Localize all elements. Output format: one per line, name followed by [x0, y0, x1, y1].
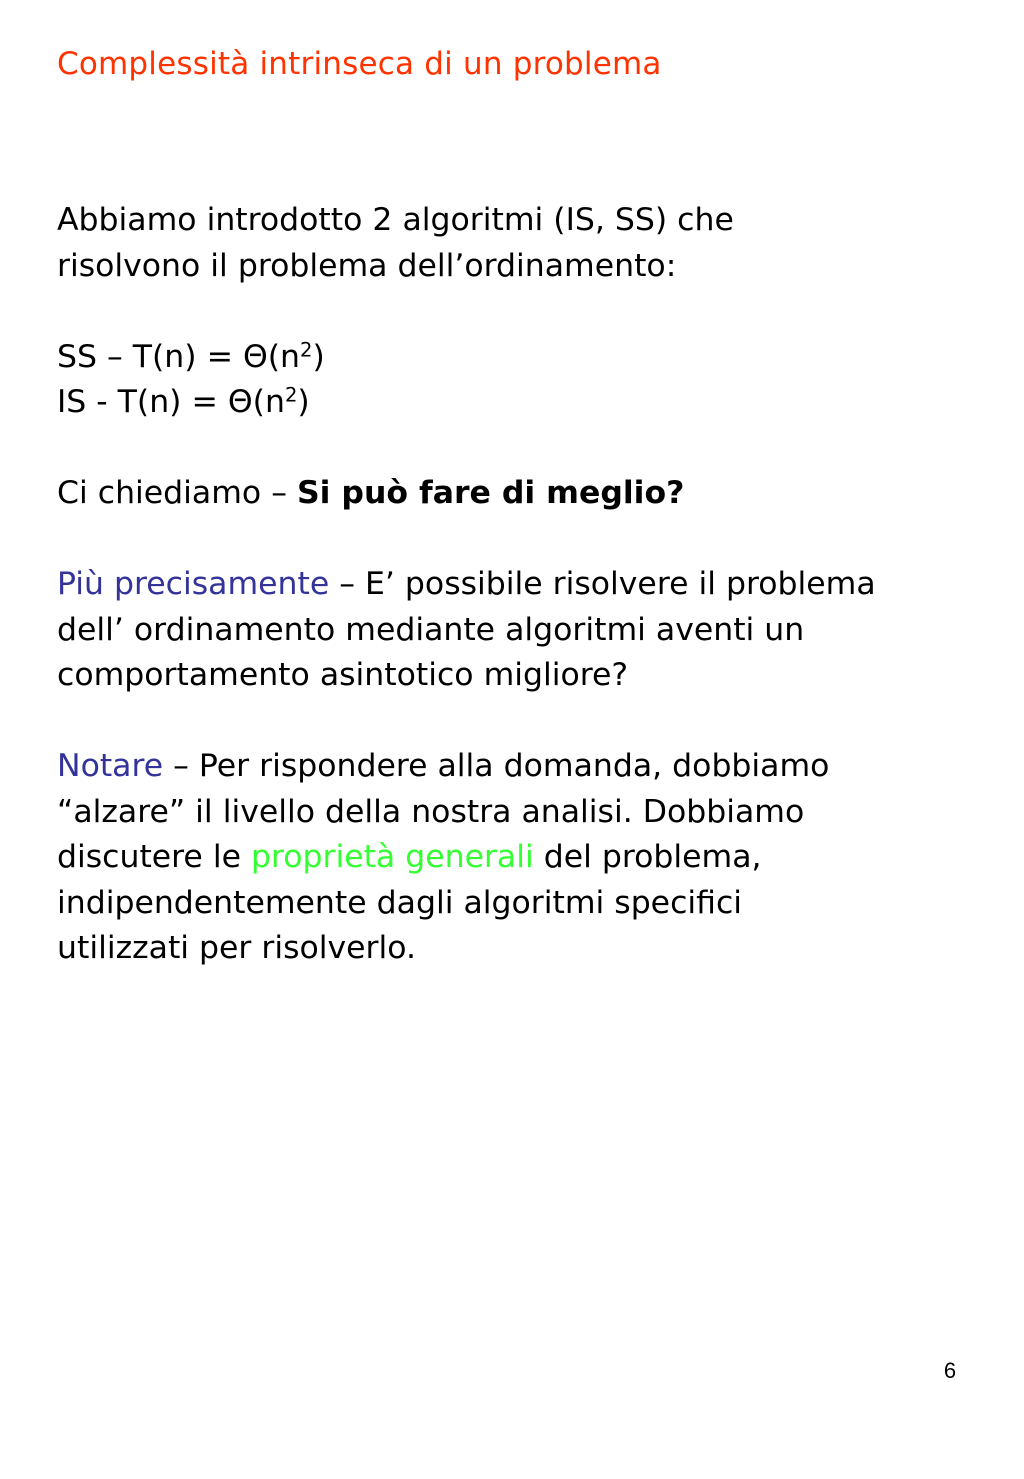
note-highlight: proprietà generali	[250, 839, 534, 875]
spacer	[57, 699, 997, 745]
slide-body	[57, 198, 997, 972]
complexity-ss	[57, 335, 997, 381]
complexity-is-text: IS - T(n) = Θ(n	[57, 384, 285, 420]
note-line-3-suffix: del problema,	[533, 839, 762, 875]
page-number: 6	[943, 1358, 957, 1383]
note-line-4: indipendentemente dagli algoritmi specifici	[57, 884, 743, 921]
complexity-is	[57, 380, 997, 426]
complexity-ss-close: )	[312, 338, 325, 375]
spacer	[57, 426, 997, 472]
note-line-3-prefix: discutere le	[57, 839, 251, 875]
question-prefix: Ci chiediamo –	[57, 475, 297, 511]
precisely-line-1	[57, 562, 997, 608]
complexity-is-exponent: 2	[284, 383, 298, 407]
precisely-line-2: dell’ ordinamento mediante algoritmi aventi un	[57, 611, 805, 648]
question-bold: Si può fare di meglio?	[296, 475, 685, 511]
complexity-ss-text: SS – T(n) = Θ(n	[57, 338, 301, 375]
complexity-is-close: )	[297, 384, 310, 420]
spacer	[57, 289, 997, 335]
note-line-1-rest: – Per rispondere alla domanda, dobbiamo	[163, 748, 830, 784]
precisely-line-1-rest: – E’ possibile risolvere il problema	[329, 566, 876, 602]
question-line	[57, 471, 997, 517]
complexity-ss-exponent: 2	[300, 337, 313, 361]
note-line-5: utilizzati per risolverlo.	[57, 930, 416, 966]
precisely-line-3: comportamento asintotico migliore?	[57, 657, 629, 693]
note-label: Notare	[57, 748, 164, 784]
intro-line-1: Abbiamo introdotto 2 algoritmi (IS, SS) che	[57, 202, 734, 238]
slide-title: Complessità intrinseca di un problema	[57, 46, 662, 82]
spacer	[57, 517, 997, 563]
note-line-1	[57, 744, 997, 790]
note-line-2: “alzare” il livello della nostra analisi. Dobbiamo	[57, 793, 805, 830]
precisely-label: Più precisamente	[57, 566, 330, 602]
note-line-3	[57, 835, 997, 881]
intro-line-2: risolvono il problema dell’ordinamento:	[57, 247, 677, 284]
